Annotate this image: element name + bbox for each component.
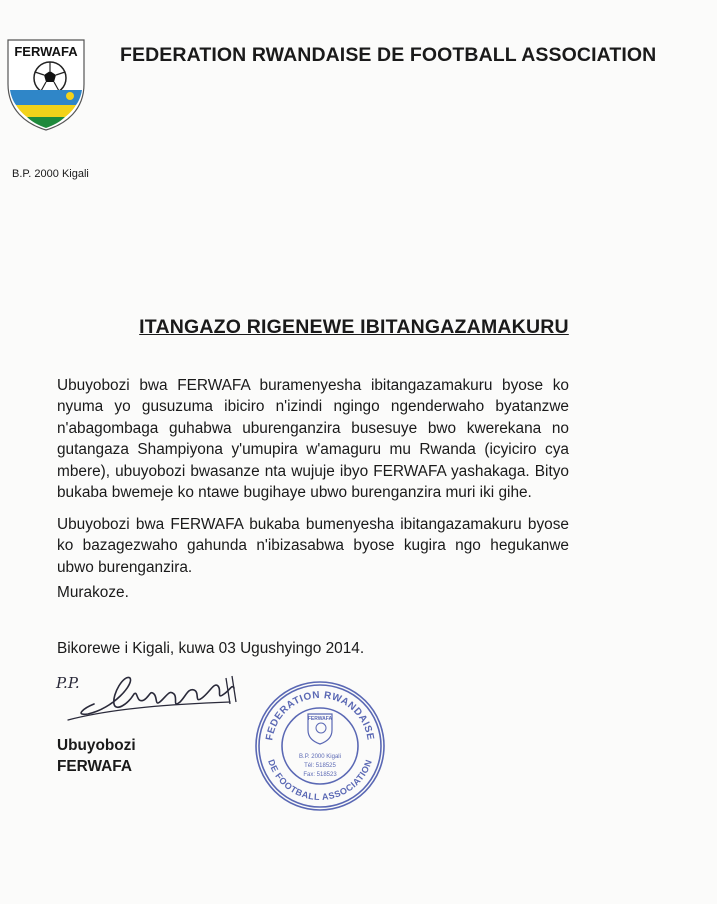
logo-text: FERWAFA (14, 44, 78, 59)
stamp-seal-icon (250, 676, 390, 816)
signer-line-1: Ubuyobozi (57, 737, 136, 754)
ferwafa-shield-icon (4, 36, 88, 134)
signature (54, 664, 254, 730)
stamp-line-1: B.P. 2000 Kigali (299, 754, 341, 760)
ferwafa-logo (4, 36, 88, 134)
body-paragraph-2: Ubuyobozi bwa FERWAFA bukaba bumenyesha ibitangazamakuru byose ko bazagezwaho gahunda n'ibizasabwa byose kugira ngo hegukanwe ubwo burenganzira. (57, 516, 569, 576)
stamp-line-2: Tél: 518525 (304, 763, 336, 769)
organization-name: FEDERATION RWANDAISE DE FOOTBALL ASSOCIATION (120, 44, 657, 66)
body-paragraph-1: Ubuyobozi bwa FERWAFA buramenyesha ibitangazamakuru byose ko nyuma yo gusuzuma ibiciro n'izindi ngingo ngenderwaho byatanzwe n'abagombaga guhabwa uburenganzira busesuye bwo kwerekana no gutangaza Shampiyona y'umupira w'amaguru mu Rwanda (icyiciro cya mbere), ubuyobozi bwasanze nta wujuje ibyo FERWAFA yashakaga. Bityo bukaba bwemeje ko ntawe bugihaye ubwo burenganzira muri iki gihe. (57, 377, 569, 502)
stamp-ring-top: FEDERATION RWANDAISE (264, 689, 376, 742)
postal-address: B.P. 2000 Kigali (12, 168, 89, 180)
official-stamp (250, 676, 390, 816)
signer-block (57, 735, 136, 777)
document-title: ITANGAZO RIGENEWE IBITANGAZAMAKURU (139, 316, 569, 338)
signature-prefix: P.P. (56, 674, 80, 692)
signer-line-2: FERWAFA (57, 758, 132, 775)
stamp-ring-bottom: DE FOOTBALL ASSOCIATION (266, 758, 374, 803)
handwritten-signature-icon (54, 664, 254, 730)
stamp-line-3: Fax: 518523 (303, 772, 337, 778)
closing-thanks: Murakoze. (57, 584, 129, 601)
date-line: Bikorewe i Kigali, kuwa 03 Ugushyingo 2014. (57, 640, 365, 657)
stamp-logo-text: FERWAFA (307, 716, 333, 722)
